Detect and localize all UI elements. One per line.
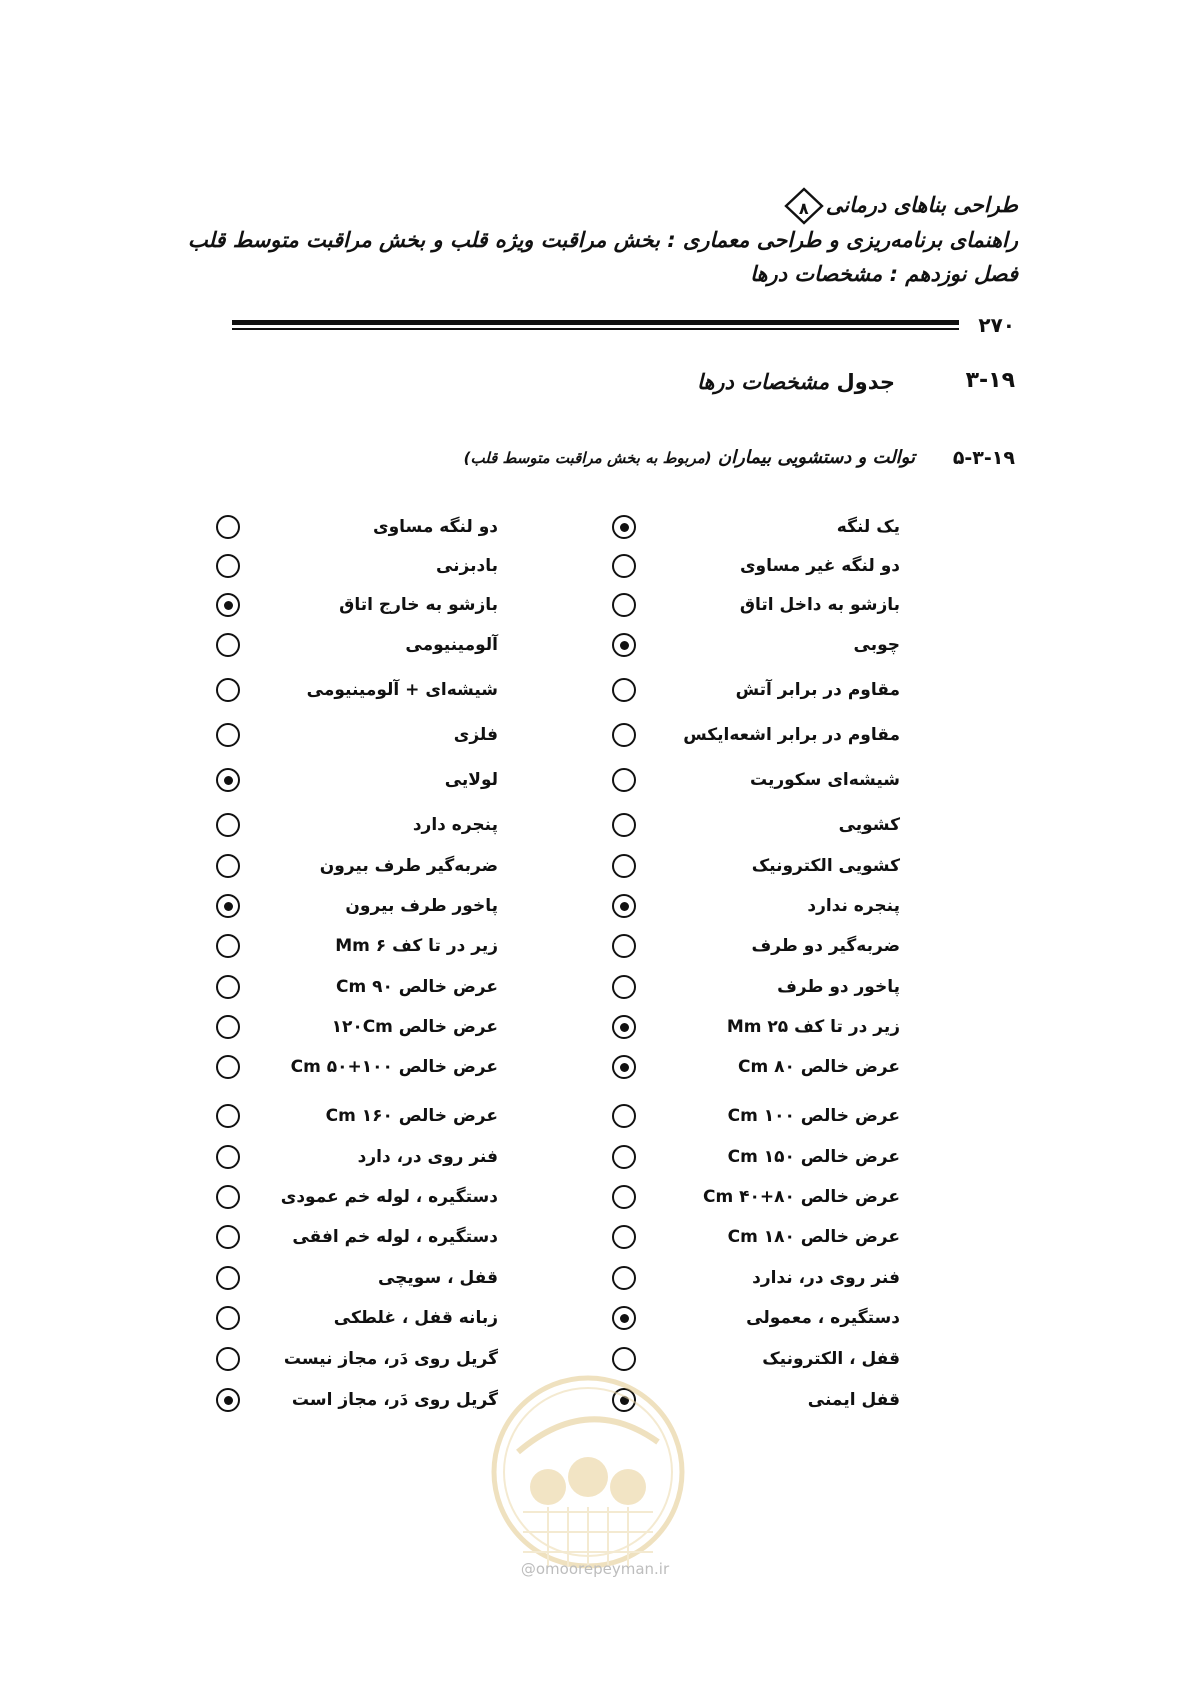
radio-button-right[interactable] [612, 1225, 636, 1249]
option-label-right: مقاوم در برابر اشعه‌ایکس [683, 725, 900, 745]
option-row [0, 765, 1190, 795]
option-label-left: فنر روی در، دارد [357, 1147, 498, 1167]
header-rule-thin [232, 328, 959, 330]
radio-button-left[interactable] [216, 1055, 240, 1079]
option-label-right: ضربه‌گیر دو طرف [751, 936, 900, 956]
volume-number: ۸ [798, 199, 809, 218]
option-label-right: دستگیره ، معمولی [746, 1308, 900, 1328]
option-row [0, 851, 1190, 881]
option-label-left: قفل ، سویچی [377, 1268, 498, 1288]
option-label-right: پنجره ندارد [807, 896, 900, 916]
option-label-left: ضربه‌گیر طرف بیرون [319, 856, 498, 876]
book-subtitle: راهنمای برنامه‌ریزی و طراحی معماری : بخش مراقبت ویژه قلب و بخش مراقبت متوسط قلب [187, 228, 1018, 252]
radio-selected-dot [620, 1314, 629, 1323]
option-row [0, 972, 1190, 1002]
radio-button-right[interactable] [612, 1266, 636, 1290]
option-label-right: مقاوم در برابر آتش [735, 680, 900, 700]
option-row [0, 891, 1190, 921]
radio-button-left[interactable] [216, 678, 240, 702]
section-label: جدول [836, 370, 895, 394]
option-label-right: قفل ایمنی [807, 1390, 900, 1410]
option-label-left: آلومینیومی [405, 635, 498, 655]
radio-selected-dot [620, 1023, 629, 1032]
radio-button-left[interactable] [216, 554, 240, 578]
radio-button-right[interactable] [612, 813, 636, 837]
radio-button-left[interactable] [216, 1104, 240, 1128]
radio-selected-dot [620, 641, 629, 650]
watermark-url: @omoorepeyman.ir [520, 1560, 670, 1578]
option-label-left: زیر در تا کف Mm ۶ [335, 936, 498, 956]
radio-button-left[interactable] [216, 1225, 240, 1249]
option-label-left: دو لنگه مساوی [372, 517, 498, 537]
radio-button-right[interactable] [612, 1347, 636, 1371]
book-title [172, 188, 1018, 223]
option-row [0, 551, 1190, 581]
option-label-left: عرض خالص Cm ۱۶۰ [325, 1106, 498, 1126]
option-label-right: عرض خالص Cm ۸۰ [738, 1057, 900, 1077]
option-label-left: عرض خالص ۱۲۰Cm [331, 1017, 498, 1037]
option-row [0, 590, 1190, 620]
option-row [0, 1182, 1190, 1212]
subsection-number: ۵-۳-۱۹ [952, 447, 1015, 469]
option-label-right: عرض خالص Cm ۱۰۰ [727, 1106, 900, 1126]
chapter-title: فصل نوزدهم : مشخصات درها [750, 262, 1018, 286]
radio-button-left[interactable] [216, 1185, 240, 1209]
radio-button-right[interactable] [612, 768, 636, 792]
page-number: ۲۷۰ [978, 313, 1015, 337]
radio-button-left[interactable] [216, 1015, 240, 1039]
option-row [0, 1142, 1190, 1172]
radio-selected-dot [620, 902, 629, 911]
option-row [0, 630, 1190, 660]
radio-selected-dot [224, 776, 233, 785]
radio-button-right[interactable] [612, 723, 636, 747]
option-row [0, 512, 1190, 542]
option-label-left: بادبزنی [435, 556, 498, 576]
option-row [0, 1263, 1190, 1293]
radio-selected-dot [224, 902, 233, 911]
option-label-left: شیشه‌ای + آلومینیومی [306, 680, 498, 700]
option-label-right: فنر روی در، ندارد [752, 1268, 900, 1288]
book-title-text: طراحی بناهای درمانی [825, 193, 1018, 217]
option-label-left: بازشو به خارج اتاق [339, 595, 498, 615]
section-number: ۳-۱۹ [965, 368, 1015, 393]
option-label-right: شیشه‌ای سکوریت [749, 770, 900, 790]
radio-button-left[interactable] [216, 1388, 240, 1412]
option-label-right: قفل ، الکترونیک [762, 1349, 900, 1369]
section-title-text: مشخصات درها [696, 370, 830, 394]
radio-button-right[interactable] [612, 1306, 636, 1330]
section-title [697, 370, 895, 394]
subsection-title-text: توالت و دستشویی بیماران [717, 447, 915, 468]
radio-button-right[interactable] [612, 1055, 636, 1079]
option-row [0, 810, 1190, 840]
option-label-right: پاخور دو طرف [777, 977, 900, 997]
radio-button-left[interactable] [216, 723, 240, 747]
option-label-right: کشویی [838, 815, 900, 835]
radio-button-left[interactable] [216, 813, 240, 837]
radio-button-right[interactable] [612, 633, 636, 657]
option-label-right: کشویی الکترونیک [751, 856, 900, 876]
radio-button-right[interactable] [612, 975, 636, 999]
volume-badge [784, 189, 824, 223]
radio-selected-dot [224, 601, 233, 610]
option-row [0, 675, 1190, 705]
option-row [0, 1012, 1190, 1042]
header-rule-thick [232, 320, 959, 325]
radio-button-right[interactable] [612, 1015, 636, 1039]
radio-button-right[interactable] [612, 554, 636, 578]
option-row [0, 931, 1190, 961]
option-label-right: بازشو به داخل اتاق [739, 595, 900, 615]
radio-button-right[interactable] [612, 1185, 636, 1209]
subsection-title [464, 447, 915, 468]
option-label-right: عرض خالص Cm ۴۰+۸۰ [703, 1187, 900, 1207]
radio-button-left[interactable] [216, 1306, 240, 1330]
option-label-left: پاخور طرف بیرون [345, 896, 498, 916]
radio-button-right[interactable] [612, 678, 636, 702]
radio-button-left[interactable] [216, 894, 240, 918]
option-label-left: فلزی [453, 725, 498, 745]
option-label-left: لولایی [444, 770, 498, 790]
option-row [0, 720, 1190, 750]
watermark-logo [488, 1372, 688, 1582]
radio-selected-dot [224, 1396, 233, 1405]
option-row [0, 1101, 1190, 1131]
radio-button-left[interactable] [216, 633, 240, 657]
radio-button-right[interactable] [612, 515, 636, 539]
radio-button-left[interactable] [216, 975, 240, 999]
option-label-right: دو لنگه غیر مساوی [739, 556, 900, 576]
radio-selected-dot [620, 523, 629, 532]
radio-button-left[interactable] [216, 1266, 240, 1290]
radio-button-left[interactable] [216, 1347, 240, 1371]
radio-button-right[interactable] [612, 593, 636, 617]
radio-button-left[interactable] [216, 768, 240, 792]
radio-button-left[interactable] [216, 1145, 240, 1169]
option-label-right: چوبی [853, 635, 900, 655]
radio-button-right[interactable] [612, 854, 636, 878]
radio-button-left[interactable] [216, 593, 240, 617]
option-label-left: عرض خالص Cm ۵۰+۱۰۰ [290, 1057, 498, 1077]
radio-button-right[interactable] [612, 934, 636, 958]
radio-button-left[interactable] [216, 515, 240, 539]
option-row [0, 1052, 1190, 1082]
radio-selected-dot [620, 1063, 629, 1072]
subsection-note: (مربوط به بخش مراقبت متوسط قلب) [463, 449, 712, 467]
option-label-right: یک لنگه [836, 517, 900, 537]
radio-button-left[interactable] [216, 934, 240, 958]
option-label-left: گریل روی دَر، مجاز است [291, 1390, 498, 1410]
option-label-left: زبانه قفل ، غلطکی [333, 1308, 498, 1328]
option-row [0, 1303, 1190, 1333]
document-header [172, 188, 1018, 291]
option-row [0, 1344, 1190, 1374]
option-label-left: پنجره دارد [412, 815, 498, 835]
option-label-right: عرض خالص Cm ۱۵۰ [727, 1147, 900, 1167]
radio-button-right[interactable] [612, 894, 636, 918]
option-label-right: عرض خالص Cm ۱۸۰ [727, 1227, 900, 1247]
radio-button-right[interactable] [612, 1145, 636, 1169]
radio-button-left[interactable] [216, 854, 240, 878]
option-label-left: عرض خالص Cm ۹۰ [336, 977, 498, 997]
option-label-left: گریل روی دَر، مجاز نیست [283, 1349, 498, 1369]
radio-button-right[interactable] [612, 1104, 636, 1128]
option-label-left: دستگیره ، لوله خم عمودی [280, 1187, 498, 1207]
option-label-left: دستگیره ، لوله خم افقی [292, 1227, 498, 1247]
option-row [0, 1222, 1190, 1252]
option-label-right: زیر در تا کف Mm ۲۵ [726, 1017, 900, 1037]
